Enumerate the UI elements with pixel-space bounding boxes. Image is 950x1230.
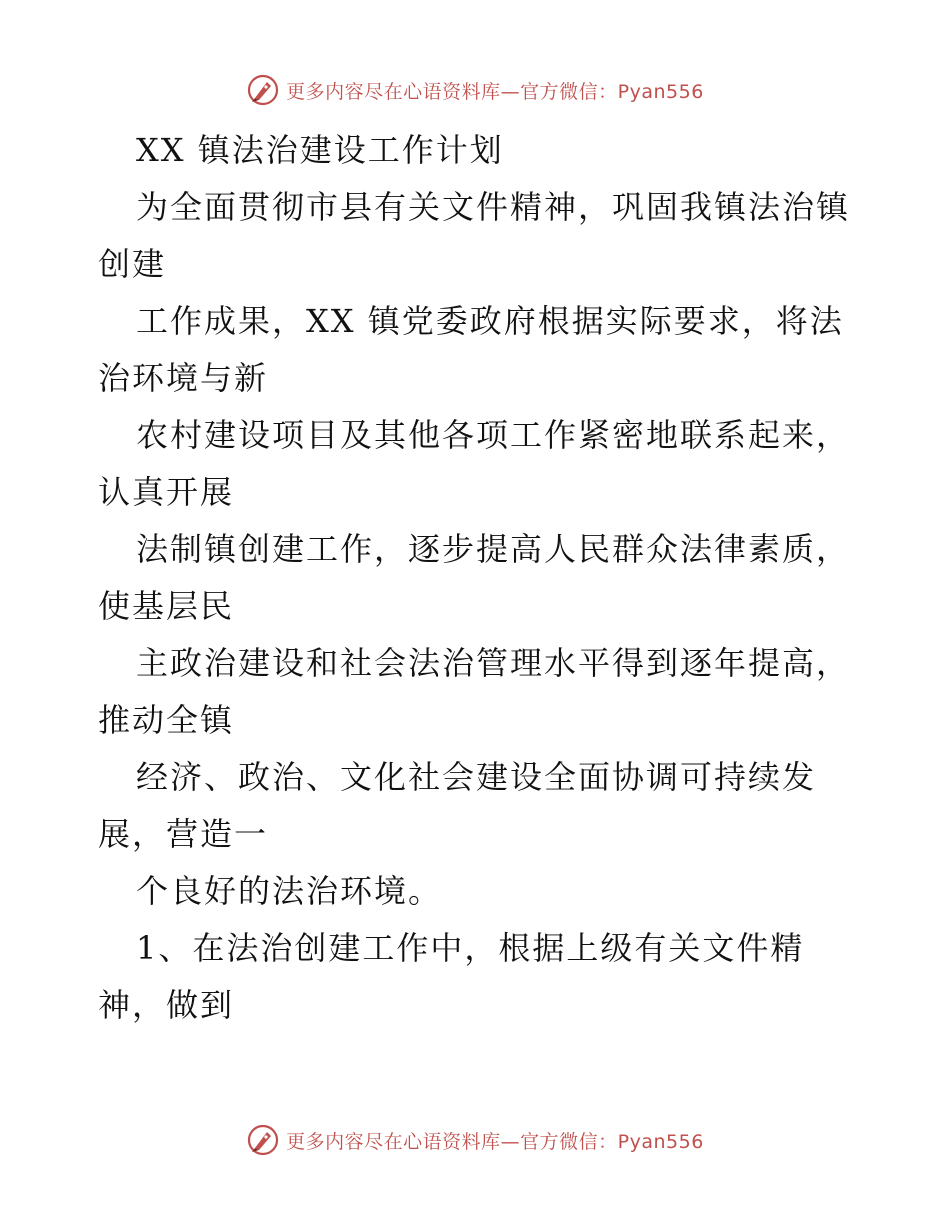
pen-nib-logo-icon: [246, 73, 280, 107]
document-body: [98, 122, 858, 1034]
document-title: XX 镇法治建设工作计划: [136, 131, 504, 169]
paragraph-line: 使基层民: [98, 587, 235, 625]
paragraph-line: 神，做到: [98, 986, 235, 1024]
header-banner: [0, 70, 950, 110]
paragraph-line: 认真开展: [98, 473, 235, 511]
paragraph-line: 治环境与新: [98, 359, 269, 397]
paragraph-line: 经济、政治、文化社会建设全面协调可持续发: [136, 758, 817, 796]
footer-banner: [0, 1120, 950, 1160]
paragraph-line: 创建: [98, 245, 167, 283]
footer-banner-text: 更多内容尽在心语资料库—官方微信：Pyan556: [286, 1130, 704, 1153]
paragraph-line: 农村建设项目及其他各项工作紧密地联系起来，: [136, 416, 851, 454]
paragraph-line: 工作成果，XX 镇党委政府根据实际要求，将法: [136, 302, 844, 340]
paragraph-line: 展，营造一: [98, 815, 269, 853]
paragraph-line: 个良好的法治环境。: [136, 872, 443, 910]
paragraph-line: 推动全镇: [98, 701, 235, 739]
pen-nib-logo-icon: [246, 1123, 280, 1157]
paragraph-line: 法制镇创建工作，逐步提高人民群众法律素质，: [136, 530, 851, 568]
paragraph-line: 1、在法治创建工作中，根据上级有关文件精: [136, 929, 805, 967]
paragraph-line: 为全面贯彻市县有关文件精神，巩固我镇法治镇: [136, 188, 851, 226]
paragraph-line: 主政治建设和社会法治管理水平得到逐年提高，: [136, 644, 851, 682]
header-banner-text: 更多内容尽在心语资料库—官方微信：Pyan556: [286, 80, 704, 103]
